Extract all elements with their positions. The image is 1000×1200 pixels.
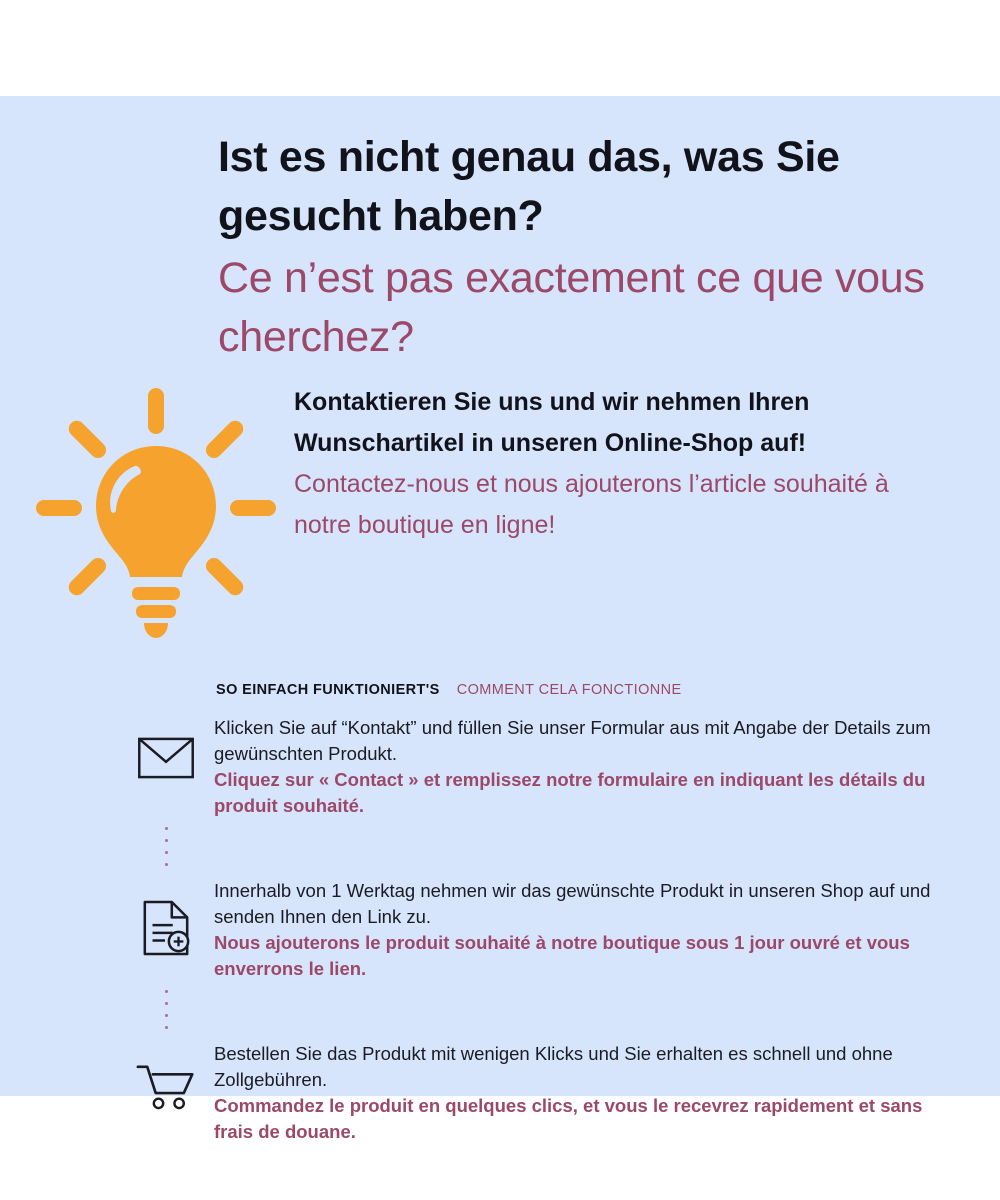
how-it-works-heading <box>216 682 682 698</box>
shopping-cart-icon <box>118 1037 214 1110</box>
dotted-connector <box>118 981 214 1037</box>
step-german: Bestellen Sie das Produkt mit wenigen Klicks und Sie erhalten es schnell und ohne Zollgebühren. <box>214 1043 893 1090</box>
headline-french: Ce n’est pas exactement ce que vous cherchez? <box>218 253 925 361</box>
document-add-icon <box>118 874 214 956</box>
lightbulb-icon <box>36 388 276 648</box>
step-french: Cliquez sur « Contact » et remplissez notre formulaire en indiquant les détails du produit souhaité. <box>214 769 926 816</box>
list-item <box>118 1037 948 1144</box>
subheadline-block <box>294 382 894 545</box>
step-french: Commandez le produit en quelques clics, et vous le recevrez rapidement et sans frais de douane. <box>214 1095 923 1142</box>
step-german: Klicken Sie auf “Kontakt” und füllen Sie unser Formular aus mit Angabe der Details zum gewünschten Produkt. <box>214 717 931 764</box>
step-text <box>214 711 948 818</box>
list-item <box>118 711 948 818</box>
list-item <box>118 874 948 981</box>
steps-list <box>118 711 948 1144</box>
envelope-icon <box>118 711 214 779</box>
step-french: Nous ajouterons le produit souhaité à notre boutique sous 1 jour ouvré et vous enverrons le lien. <box>214 932 910 979</box>
step-text <box>214 1037 948 1144</box>
how-it-works-heading-french: COMMENT CELA FONCTIONNE <box>456 682 682 698</box>
subheadline-german: Kontaktieren Sie uns und wir nehmen Ihren Wunschartikel in unseren Online-Shop auf! <box>294 388 810 457</box>
subheadline-french: Contactez-nous et nous ajouterons l’article souhaité à notre boutique en ligne! <box>294 470 889 539</box>
step-text <box>214 874 948 981</box>
dotted-connector <box>118 818 214 874</box>
promo-banner <box>0 96 1000 1142</box>
headline-block <box>218 128 938 367</box>
step-german: Innerhalb von 1 Werktag nehmen wir das gewünschte Produkt in unseren Shop auf und senden Ihnen den Link zu. <box>214 880 931 927</box>
how-it-works-heading-german: SO EINFACH FUNKTIONIERT'S <box>216 682 440 698</box>
headline-german: Ist es nicht genau das, was Sie gesucht haben? <box>218 133 840 241</box>
